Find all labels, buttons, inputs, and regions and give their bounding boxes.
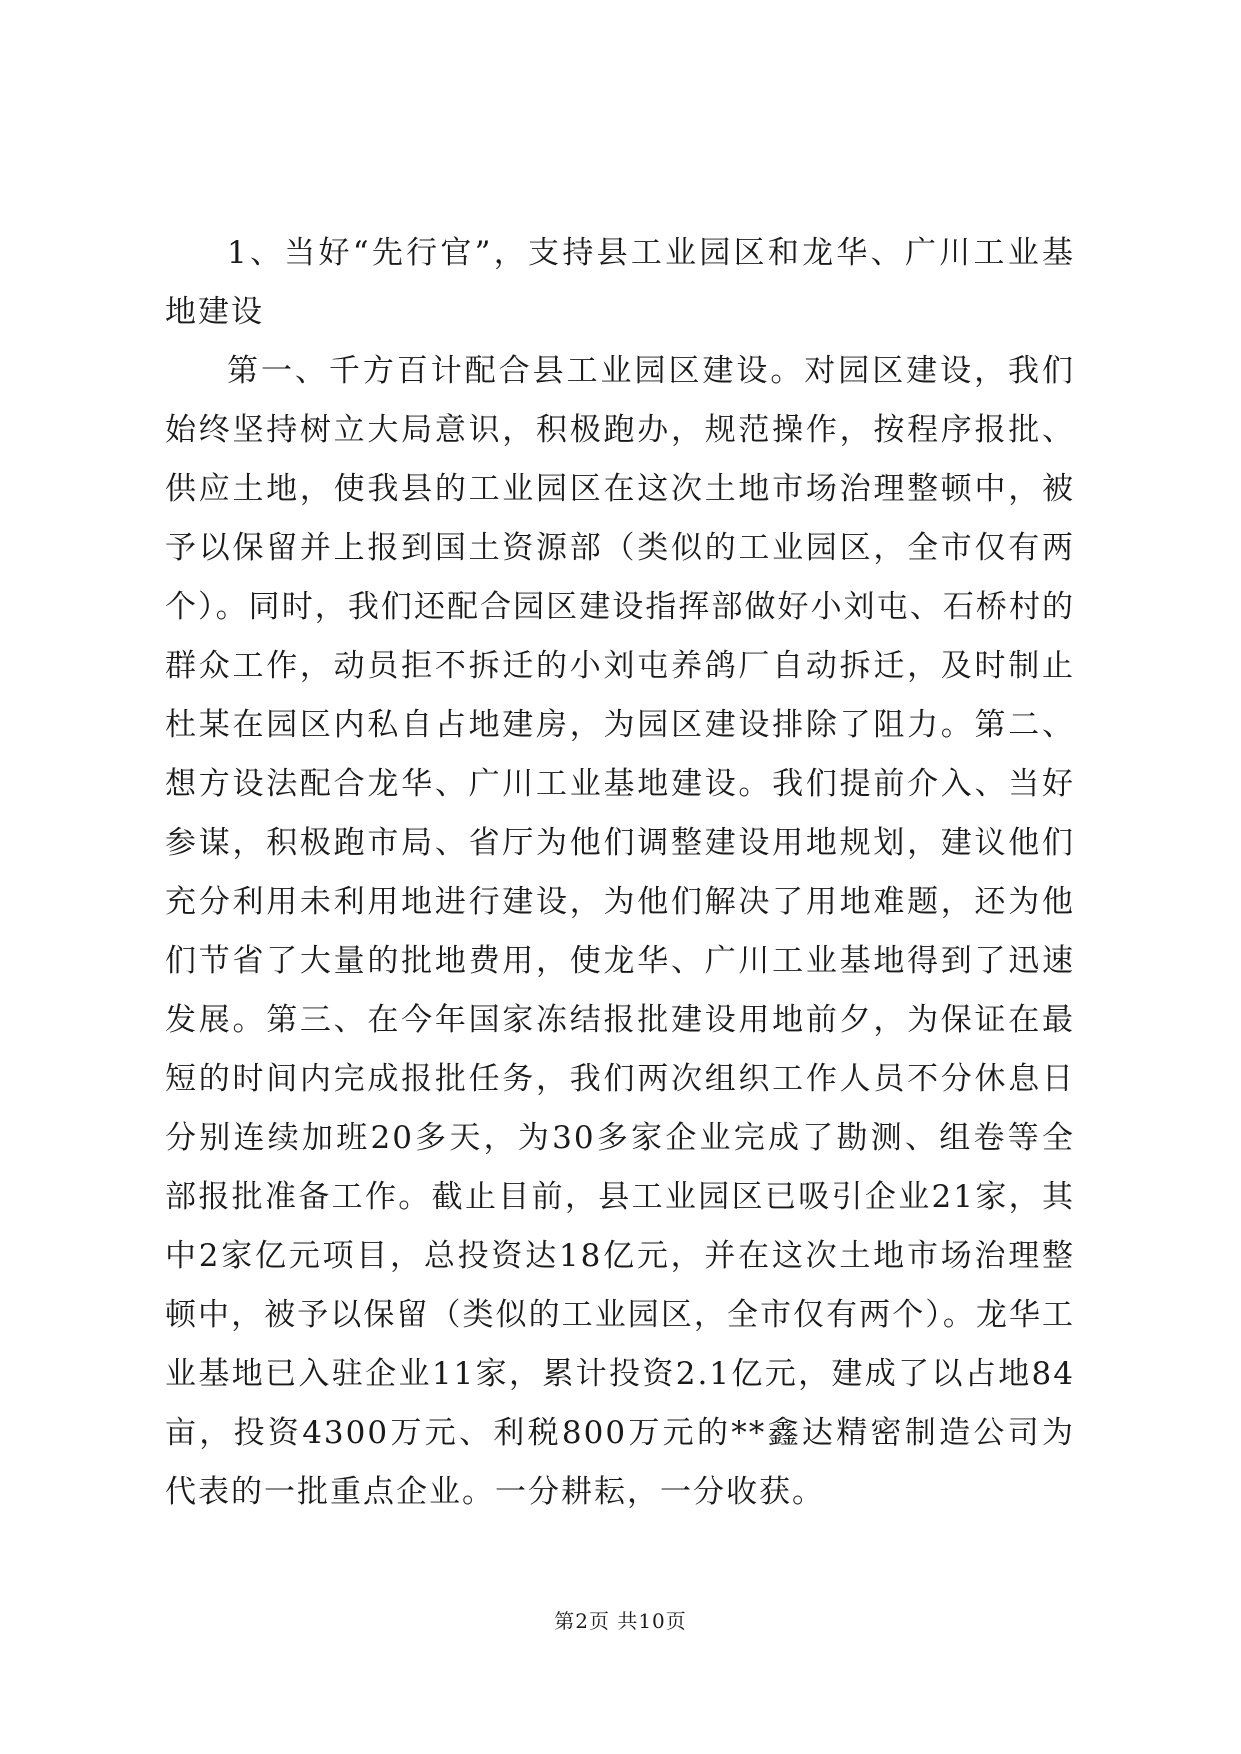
section-heading-paragraph: 1、当好“先行官”，支持县工业园区和龙华、广川工业基地建设 <box>165 235 1075 330</box>
document-body <box>165 224 1075 1522</box>
body-paragraph: 第一、千方百计配合县工业园区建设。对园区建设，我们始终坚持树立大局意识，积极跑办，规范操作，按程序报批、供应土地，使我县的工业园区在这次土地市场治理整顿中，被予以保留并上报到国土资源部（类似的工业园区，全市仅有两个）。同时，我们还配合园区建设指挥部做好小刘屯、石桥村的群众工作，动员拒不拆迁的小刘屯养鸽厂自动拆迁，及时制止杜某在园区内私自占地建房，为园区建设排除了阻力。第二、想方设法配合龙华、广川工业基地建设。我们提前介入、当好参谋，积极跑市局、省厅为他们调整建设用地规划，建议他们充分利用未利用地进行建设，为他们解决了用地难题，还为他们节省了大量的批地费用，使龙华、广川工业基地得到了迅速发展。第三、在今年国家冻结报批建设用地前夕，为保证在最短的时间内完成报批任务，我们两次组织工作人员不分休息日分别连续加班20多天，为30多家企业完成了勘测、组卷等全部报批准备工作。截止目前，县工业园区已吸引企业21家，其中2家亿元项目，总投资达18亿元，并在这次土地市场治理整顿中，被予以保留（类似的工业园区，全市仅有两个）。龙华工业基地已入驻企业11家，累计投资2.1亿元，建成了以占地84亩，投资4300万元、利税800万元的**鑫达精密制造公司为代表的一批重点企业。一分耕耘，一分收获。 <box>165 353 1075 1510</box>
page-number-footer: 第2页 共10页 <box>554 1609 687 1633</box>
